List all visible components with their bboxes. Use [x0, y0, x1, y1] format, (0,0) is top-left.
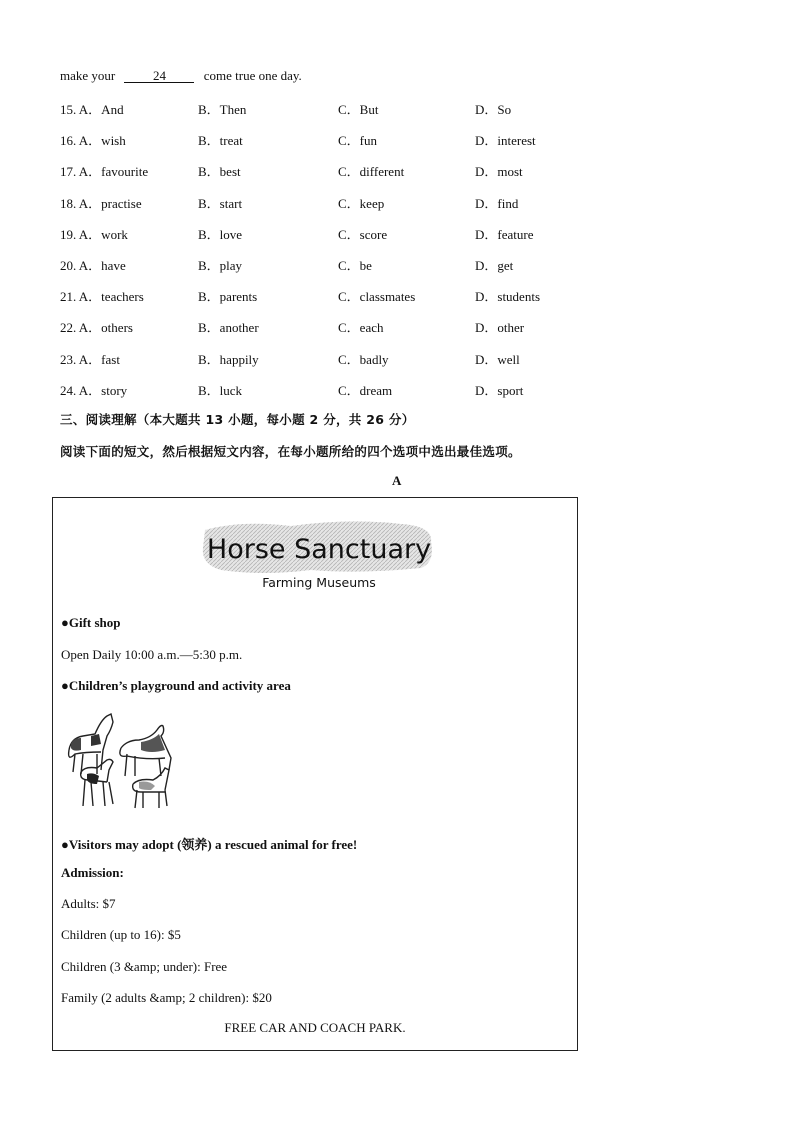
- option-b: B．start: [198, 195, 243, 211]
- price-adults: Adults: $7: [61, 896, 116, 911]
- option-c: C．classmates: [338, 289, 416, 305]
- question-row: [60, 286, 620, 304]
- question-number-option-a: [60, 224, 128, 243]
- advert-box: [52, 497, 578, 1051]
- option-d: D．get: [475, 258, 514, 273]
- option-c: C．be: [338, 258, 372, 273]
- option-a: A．fast: [78, 351, 120, 367]
- option-a: A．have: [78, 258, 126, 273]
- question-number: 16.: [60, 133, 77, 149]
- logo-title: Horse Sanctuary: [206, 534, 432, 565]
- question-number: 15.: [60, 102, 77, 117]
- option-a: A．practise: [78, 195, 142, 211]
- adopt-heading: ●Visitors may adopt (领养) a rescued animal for free!: [61, 837, 358, 852]
- option-b: B．happily: [198, 351, 259, 367]
- option-b: B．luck: [198, 382, 243, 398]
- option-c: C．score: [338, 226, 388, 242]
- option-d: D．well: [475, 351, 520, 367]
- question-number-option-a: [60, 317, 133, 336]
- passage-line: [60, 68, 302, 84]
- question-row: [60, 161, 620, 179]
- question-number-option-a: [60, 349, 120, 368]
- blank-24: 24: [124, 69, 194, 83]
- question-number: 21.: [60, 289, 77, 305]
- option-d: D．other: [475, 320, 525, 336]
- horses-illustration: [61, 710, 179, 812]
- option-a: A．others: [78, 320, 133, 336]
- section-title: 三、阅读理解（本大题共 13 小题，每小题 2 分，共 26 分）: [60, 412, 415, 427]
- gift-shop-hours: Open Daily 10:00 a.m.—5:30 p.m.: [61, 647, 243, 662]
- option-b: B．best: [198, 164, 241, 180]
- question-row: [60, 130, 620, 148]
- option-d: D．So: [475, 102, 512, 117]
- price-children: Children (up to 16): $5: [61, 927, 181, 942]
- line-prefix: make your: [60, 68, 116, 83]
- admission-heading: Admission:: [61, 865, 124, 880]
- option-a: A．favourite: [78, 164, 149, 180]
- option-b: B．parents: [198, 289, 258, 305]
- option-d: D．feature: [475, 226, 534, 242]
- option-b: B．another: [198, 320, 259, 336]
- question-number: 19.: [60, 226, 77, 242]
- option-c: C．badly: [338, 351, 389, 367]
- question-number-option-a: [60, 286, 144, 305]
- question-number: 22.: [60, 320, 77, 336]
- option-c: C．keep: [338, 195, 385, 211]
- question-number-option-a: [60, 130, 126, 149]
- question-number-option-a: [60, 161, 148, 180]
- question-row: [60, 224, 620, 242]
- option-a: A．story: [78, 382, 128, 398]
- question-number: 20.: [60, 258, 77, 273]
- question-row: [60, 255, 620, 273]
- option-b: B．Then: [198, 102, 247, 117]
- option-a: A．wish: [78, 133, 126, 149]
- option-d: D．interest: [475, 133, 536, 149]
- option-b: B．love: [198, 226, 243, 242]
- question-number: 17.: [60, 164, 77, 180]
- instruction: 阅读下面的短文，然后根据短文内容，在每小题所给的四个选项中选出最佳选项。: [60, 444, 521, 459]
- option-c: C．fun: [338, 133, 378, 149]
- playground-heading: ●Children’s playground and activity area: [61, 678, 291, 693]
- gift-shop-heading: ●Gift shop: [61, 615, 121, 630]
- option-c: C．each: [338, 320, 384, 336]
- question-number-option-a: [60, 99, 124, 118]
- option-d: D．sport: [475, 382, 524, 398]
- question-number-option-a: [60, 255, 126, 274]
- option-d: D．students: [475, 289, 541, 305]
- question-row: [60, 193, 620, 211]
- question-number-option-a: [60, 380, 127, 399]
- option-b: B．treat: [198, 133, 243, 149]
- option-d: D．find: [475, 195, 519, 211]
- price-under-3: Children (3 &amp; under): Free: [61, 959, 228, 974]
- passage-label: A: [392, 473, 402, 488]
- horse-sanctuary-logo: [201, 518, 437, 596]
- option-c: C．But: [338, 102, 379, 117]
- question-row: [60, 380, 620, 398]
- question-number: 23.: [60, 351, 77, 367]
- question-row: [60, 349, 620, 367]
- option-c: C．dream: [338, 382, 393, 398]
- option-a: A．work: [78, 226, 128, 242]
- option-c: C．different: [338, 164, 405, 180]
- parking-note: FREE CAR AND COACH PARK.: [224, 1020, 406, 1035]
- option-b: B．play: [198, 258, 243, 273]
- question-number: 24.: [60, 382, 77, 398]
- question-row: [60, 99, 620, 117]
- question-row: [60, 317, 620, 335]
- option-a: A．And: [78, 102, 124, 117]
- question-number: 18.: [60, 195, 77, 211]
- logo-subtitle: Farming Museums: [262, 575, 376, 590]
- line-suffix: come true one day.: [203, 68, 302, 83]
- question-number-option-a: [60, 193, 142, 212]
- price-family: Family (2 adults &amp; 2 children): $20: [61, 990, 272, 1005]
- option-d: D．most: [475, 164, 523, 180]
- option-a: A．teachers: [78, 289, 144, 305]
